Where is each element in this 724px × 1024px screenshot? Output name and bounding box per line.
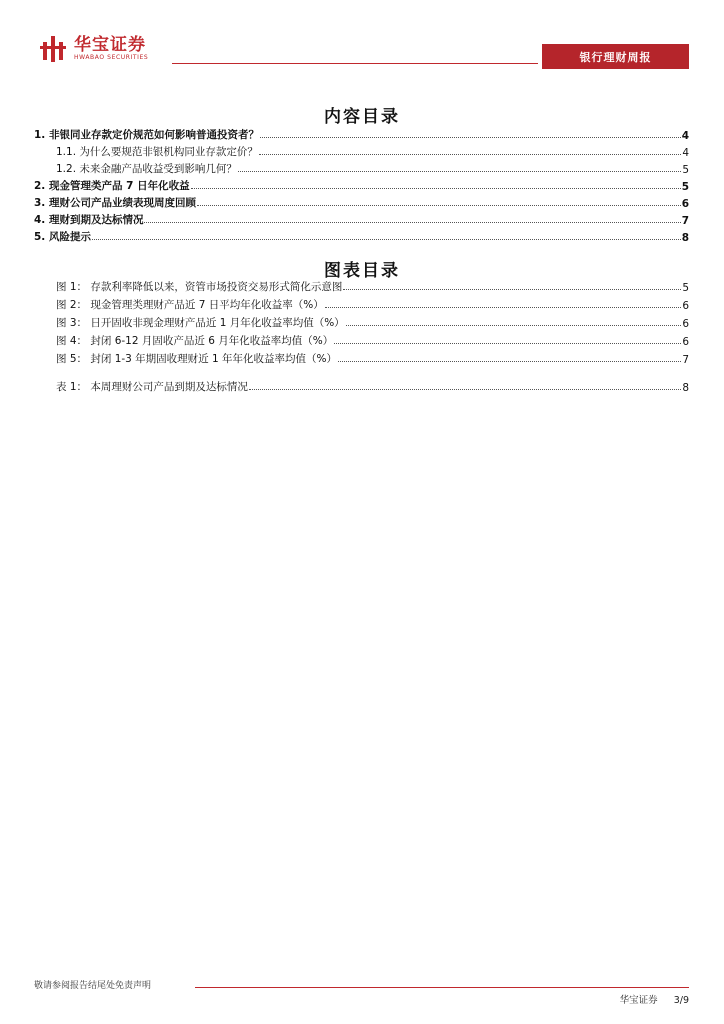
- footer-page-info: [620, 992, 689, 1006]
- company-logo: [40, 36, 148, 62]
- figure-entry[interactable]: 图 1： 存款利率降低以来，资管市场投资交易形式简化示意图 5: [56, 281, 689, 294]
- toc-entry[interactable]: 4. 理财到期及达标情况 7: [34, 214, 689, 227]
- header-divider: [172, 63, 538, 64]
- report-type-badge: 银行理财周报: [542, 44, 689, 69]
- footer-disclaimer: 敬请参阅报告结尾处免责声明: [34, 981, 152, 991]
- logo-english: HWABAO SECURITIES: [74, 54, 149, 61]
- page-header: [0, 0, 724, 80]
- footer-company: 华宝证券: [619, 995, 658, 1006]
- figures-list: [34, 276, 689, 394]
- figures-title: 图表目录: [324, 261, 400, 281]
- toc-entry[interactable]: 5. 风险提示 8: [34, 231, 689, 244]
- logo-mark-icon: [40, 36, 68, 62]
- toc-entry[interactable]: 1. 非银同业存款定价规范如何影响普通投资者？ 4: [34, 129, 689, 142]
- toc-entry[interactable]: 1.1. 为什么要规范非银机构同业存款定价？ 4: [56, 146, 689, 159]
- figure-entry[interactable]: 图 4： 封闭 6-12 月固收产品近 6 月年化收益率均值（%） 6: [56, 335, 689, 348]
- page-number: 3/9: [673, 995, 689, 1006]
- toc-entry[interactable]: 1.2. 未来金融产品收益受到影响几何？ 5: [56, 163, 689, 176]
- contents-list: [34, 125, 689, 244]
- figure-entry[interactable]: 图 2： 现金管理类理财产品近 7 日平均年化收益率（%） 6: [56, 299, 689, 312]
- toc-title: 内容目录: [324, 107, 400, 127]
- footer-divider: [195, 987, 689, 988]
- toc-entry[interactable]: 2. 现金管理类产品 7 日年化收益 5: [34, 180, 689, 193]
- toc-entry[interactable]: 3. 理财公司产品业绩表现周度回顾 6: [34, 197, 689, 210]
- figure-entry[interactable]: 图 5： 封闭 1-3 年期固收理财近 1 年年化收益率均值（%） 7: [56, 353, 689, 366]
- figure-entry[interactable]: 图 3： 日开固收非现金理财产品近 1 月年化收益率均值（%） 6: [56, 317, 689, 330]
- table-entry[interactable]: 表 1： 本周理财公司产品到期及达标情况 8: [56, 381, 689, 394]
- logo-chinese: 华宝证券: [74, 35, 146, 55]
